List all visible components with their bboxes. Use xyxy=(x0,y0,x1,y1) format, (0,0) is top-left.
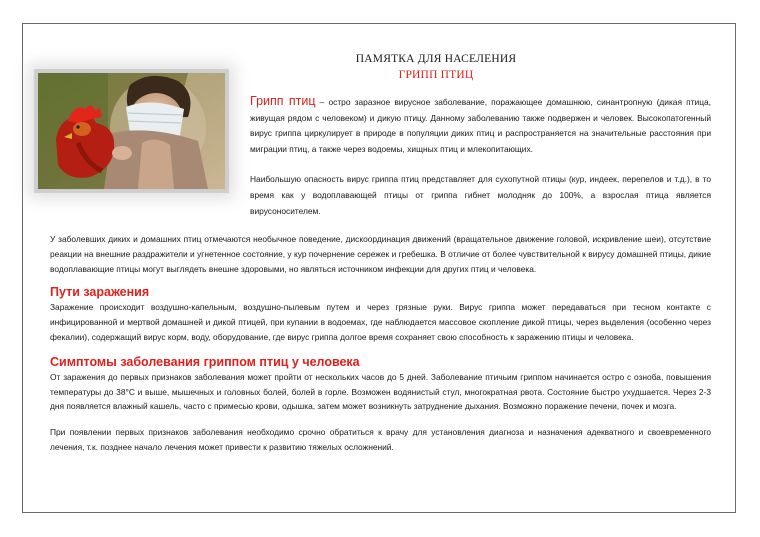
closing-paragraph: При появлении первых признаков заболевания необходимо срочно обратиться к врачу для установления диагноза и назначения адекватного и своевременного лечения, т.к. позднее начало лечения может привести к развитию тяжелых осложнений. xyxy=(50,427,711,452)
symptoms-heading: Симптомы заболевания гриппом птиц у человека xyxy=(50,354,360,369)
infection-paragraph: Заражение происходит воздушно-капельным, воздушно-пылевым путем и через грязные руки. Вирус гриппа может передаваться при тесном контакте с инфицированной и мертвой домашней и дикой птицей, при купании в водоемах, где наблюдается массовое скопление дикой птицы, через выделения (особенно через фекалии), содержащий вирус корм, воду, оборудование, где вирус гриппа долгое время сохраняет свою способность к заражению птицы и человека. xyxy=(50,302,711,342)
person-with-rooster-photo xyxy=(38,73,225,189)
intro-definition xyxy=(250,94,711,157)
body-section xyxy=(50,232,711,455)
leaflet-page xyxy=(22,23,736,513)
lead-text: – остро заразное вирусное заболевание, поражающее домашнюю, синантропную (дикая птица, живущая рядом с человеком) и дикую птицу. Данному заболеванию также подвержен и человек. Высокопатогенный вирус гриппа циркулирует в природе в популяции диких птиц и распространяется на значительные расстояния при миграции птиц, а также через водоемы, хищных птиц и млекопитающих. xyxy=(250,97,711,154)
symptoms-paragraph: От заражения до первых признаков заболевания может пройти от нескольких часов до 5 дней. Заболевание птичьим гриппом начинается остро с озноба, повышения температуры до 38°С и выше, мышечных и головных болей, болей в горле. Возможен водянистый стул, многократная рвота. Состояние быстро ухудшается. Через 2-3 дня появляется влажный кашель, часто с примесью крови, одышка, затем может возникнуть затруднение дыхания. Возможно поражение печени, почек и мозга. xyxy=(50,371,711,412)
infection-heading: Пути заражения xyxy=(50,285,150,300)
page-title: ПАМЯТКА ДЛЯ НАСЕЛЕНИЯ xyxy=(355,53,517,65)
lead-term: Грипп птиц xyxy=(250,94,316,108)
page-subtitle: ГРИПП ПТИЦ xyxy=(398,69,474,81)
danger-paragraph: Наибольшую опасность вирус гриппа птиц представляет для сухопутной птицы (кур, индеек, перепелов и т.д.), в то время как у водоплавающей птицы от гриппа гибнет молодняк до 100%, а взрослая птица является вирусоносителем. xyxy=(250,174,711,216)
signs-paragraph: У заболевших диких и домашних птиц отмечаются необычное поведение, дискоординация движений (вращательное движение головой, искривление шеи), отсутствие реакции на внешние раздражители и угнетенное состояние, у кур почернение сережек и гребешка. В отличие от более чувствительной к вирусу домашней птицы, дикие водоплавающие птицы могут выглядеть внешне здоровыми, но являться источником инфекции для других птиц и человека. xyxy=(50,234,711,274)
intro-section xyxy=(250,94,711,219)
